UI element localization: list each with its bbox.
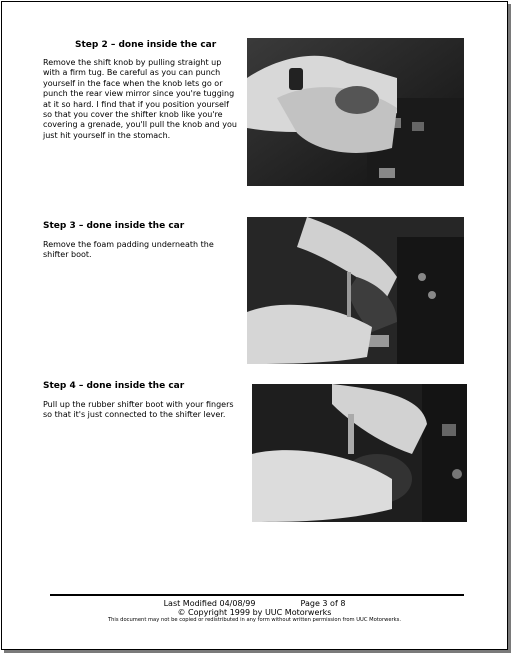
footer-meta bbox=[2, 599, 507, 608]
document-page bbox=[1, 1, 508, 650]
step-2-photo bbox=[247, 38, 464, 186]
last-modified: Last Modified 04/08/99 bbox=[163, 599, 256, 608]
page-number: Page 3 of 8 bbox=[300, 599, 346, 608]
copyright-notice: This document may not be copied or redistributed in any form without written permission from UUC Motorwerks. bbox=[107, 617, 402, 623]
step-2-title: Step 2 – done inside the car bbox=[75, 40, 217, 50]
copyright: © Copyright 1999 by UUC Motorwerks bbox=[177, 608, 332, 617]
step-4-photo bbox=[252, 384, 467, 522]
step-3-title: Step 3 – done inside the car bbox=[43, 221, 185, 231]
footer-divider bbox=[50, 594, 464, 596]
step-4-text: Pull up the rubber shifter boot with your fingers so that it's just connected to the shifter lever. bbox=[43, 400, 234, 420]
step-4-title: Step 4 – done inside the car bbox=[43, 381, 185, 391]
step-3-photo bbox=[247, 217, 464, 364]
step-2-text: Remove the shift knob by pulling straight up with a firm tug. Be careful as you can punch yourself in the face when the knob lets go or punch the rear view mirror since you're tugging at it so hard. I find that if you position yourself so that you cover the shifter knob like you're covering a grenade, you'll pull the knob and you just hit yourself in the stomach. bbox=[43, 58, 237, 140]
step-3-text: Remove the foam padding underneath the shifter boot. bbox=[43, 240, 214, 260]
